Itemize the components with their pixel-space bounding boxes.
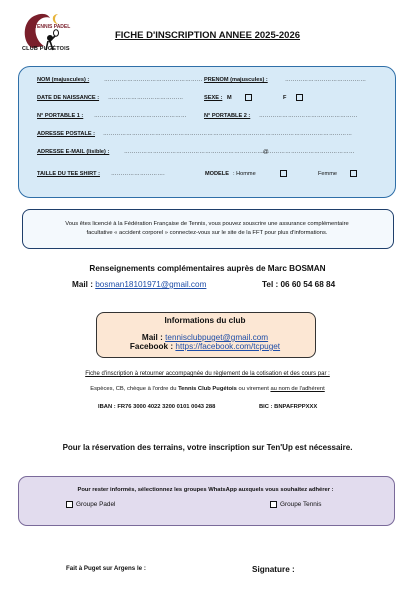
nom-label: NOM (majuscules) : xyxy=(37,77,90,83)
modele-homme-label: : Homme xyxy=(233,171,256,177)
club-facebook-link[interactable]: https://facebook.com/tcpuget xyxy=(175,342,281,351)
prenom-label: PRENOM (majuscules) : xyxy=(204,77,268,83)
sexe-f-checkbox[interactable] xyxy=(296,94,303,101)
club-mail-label: Mail : xyxy=(141,333,163,342)
sexe-f-label: F xyxy=(283,95,287,101)
club-facebook-row xyxy=(96,342,314,351)
contact-mail-label: Mail : xyxy=(72,280,93,289)
tennis-label: Groupe Tennis xyxy=(280,501,322,509)
iban: IBAN : FR76 3000 4022 3200 0101 0043 288 xyxy=(98,404,216,410)
paiement-line-2 xyxy=(0,386,415,392)
portable2-field[interactable]: …………………………………………… xyxy=(259,113,358,119)
paiement-virement: ou virement xyxy=(238,386,269,392)
logo-club: CLUB PUGÉTOIS xyxy=(22,46,70,52)
reservation-note: Pour la réservation des terrains, votre inscription sur Ten'Up est nécessaire. xyxy=(62,443,353,452)
prenom-field[interactable]: …………………………………… xyxy=(285,77,367,83)
contact-mail-link[interactable]: bosman18101971@gmail.com xyxy=(95,280,207,289)
portable2-label: N° PORTABLE 2 : xyxy=(204,113,251,119)
email-field-domain[interactable]: ………………………………………… xyxy=(262,149,355,155)
logo-name: TENNIS PADEL xyxy=(34,24,71,30)
page-title: FICHE D'INSCRIPTION ANNEE 2025-2026 xyxy=(114,30,301,41)
naissance-field[interactable]: ………………………………… xyxy=(108,95,184,101)
tshirt-field[interactable]: ………………………. xyxy=(111,171,165,177)
email-field-local[interactable]: ………………………………………………………………@ xyxy=(124,149,269,155)
bic: BIC : BNPAFRPPXXX xyxy=(259,404,318,410)
adresse-label: ADRESSE POSTALE : xyxy=(37,131,96,137)
paiement-line-1: Fiche d'inscription à retourner accompagnée du règlement de la cotisation et des cours par : xyxy=(85,371,330,377)
sexe-m-label: M xyxy=(227,95,232,101)
portable1-field[interactable]: ………………………………………… xyxy=(94,113,187,119)
padel-label: Groupe Padel xyxy=(76,501,116,509)
sexe-label: SEXE : xyxy=(204,95,223,101)
renseignements-heading: Renseignements complémentaires auprès de Marc BOSMAN xyxy=(89,264,326,273)
modele-femme-label: Femme xyxy=(318,171,337,177)
contact-mail-row xyxy=(72,280,206,289)
tennis-checkbox[interactable] xyxy=(270,501,277,508)
insurance-line-2: facultative « accident corporel » connectez-vous sur le site de la FFT pour plus d'informations. xyxy=(86,229,328,236)
adresse-field[interactable]: ………………………………………………………………………………………………………………… xyxy=(103,131,353,137)
whatsapp-padel-option[interactable] xyxy=(66,501,115,508)
modele-homme-checkbox[interactable] xyxy=(280,170,287,177)
club-info-heading: Informations du club xyxy=(164,316,246,325)
padel-checkbox[interactable] xyxy=(66,501,73,508)
nom-field[interactable]: …………………………………………… xyxy=(104,77,203,83)
portable1-label: N° PORTABLE 1 : xyxy=(37,113,84,119)
signature-label: Signature : xyxy=(252,565,295,574)
club-mail-link[interactable]: tennisclubpuget@gmail.com xyxy=(165,333,269,342)
paiement-adherent: au nom de l'adhérent xyxy=(270,386,325,392)
insurance-line-1: Vous êtes licencié à la Fédération Française de Tennis, vous pouvez souscrire une assurance complémentaire xyxy=(65,221,349,227)
contact-tel: Tel : 06 60 54 68 84 xyxy=(262,280,336,289)
fait-a-label: Fait à Puget sur Argens le : xyxy=(66,565,146,572)
whatsapp-tennis-option[interactable] xyxy=(270,501,321,508)
modele-label: MODELE xyxy=(205,171,229,177)
sexe-m-checkbox[interactable] xyxy=(245,94,252,101)
tshirt-label: TAILLE DU TEE SHIRT : xyxy=(37,171,100,177)
modele-femme-checkbox[interactable] xyxy=(350,170,357,177)
naissance-label: DATE DE NAISSANCE : xyxy=(37,95,100,101)
whatsapp-heading: Pour rester informés, sélectionnez les groupes WhatsApp auxquels vous souhaitez adhérer : xyxy=(77,487,334,493)
paiement-methods: Espèces, CB, chèque à l'ordre du xyxy=(90,386,177,392)
insurance-info-text xyxy=(28,220,386,237)
email-label: ADRESSE E-MAIL (lisible) : xyxy=(37,149,110,155)
club-mail-row xyxy=(96,333,314,342)
club-facebook-label: Facebook : xyxy=(129,342,174,351)
paiement-club-name: Tennis Club Pugétois xyxy=(178,386,237,392)
